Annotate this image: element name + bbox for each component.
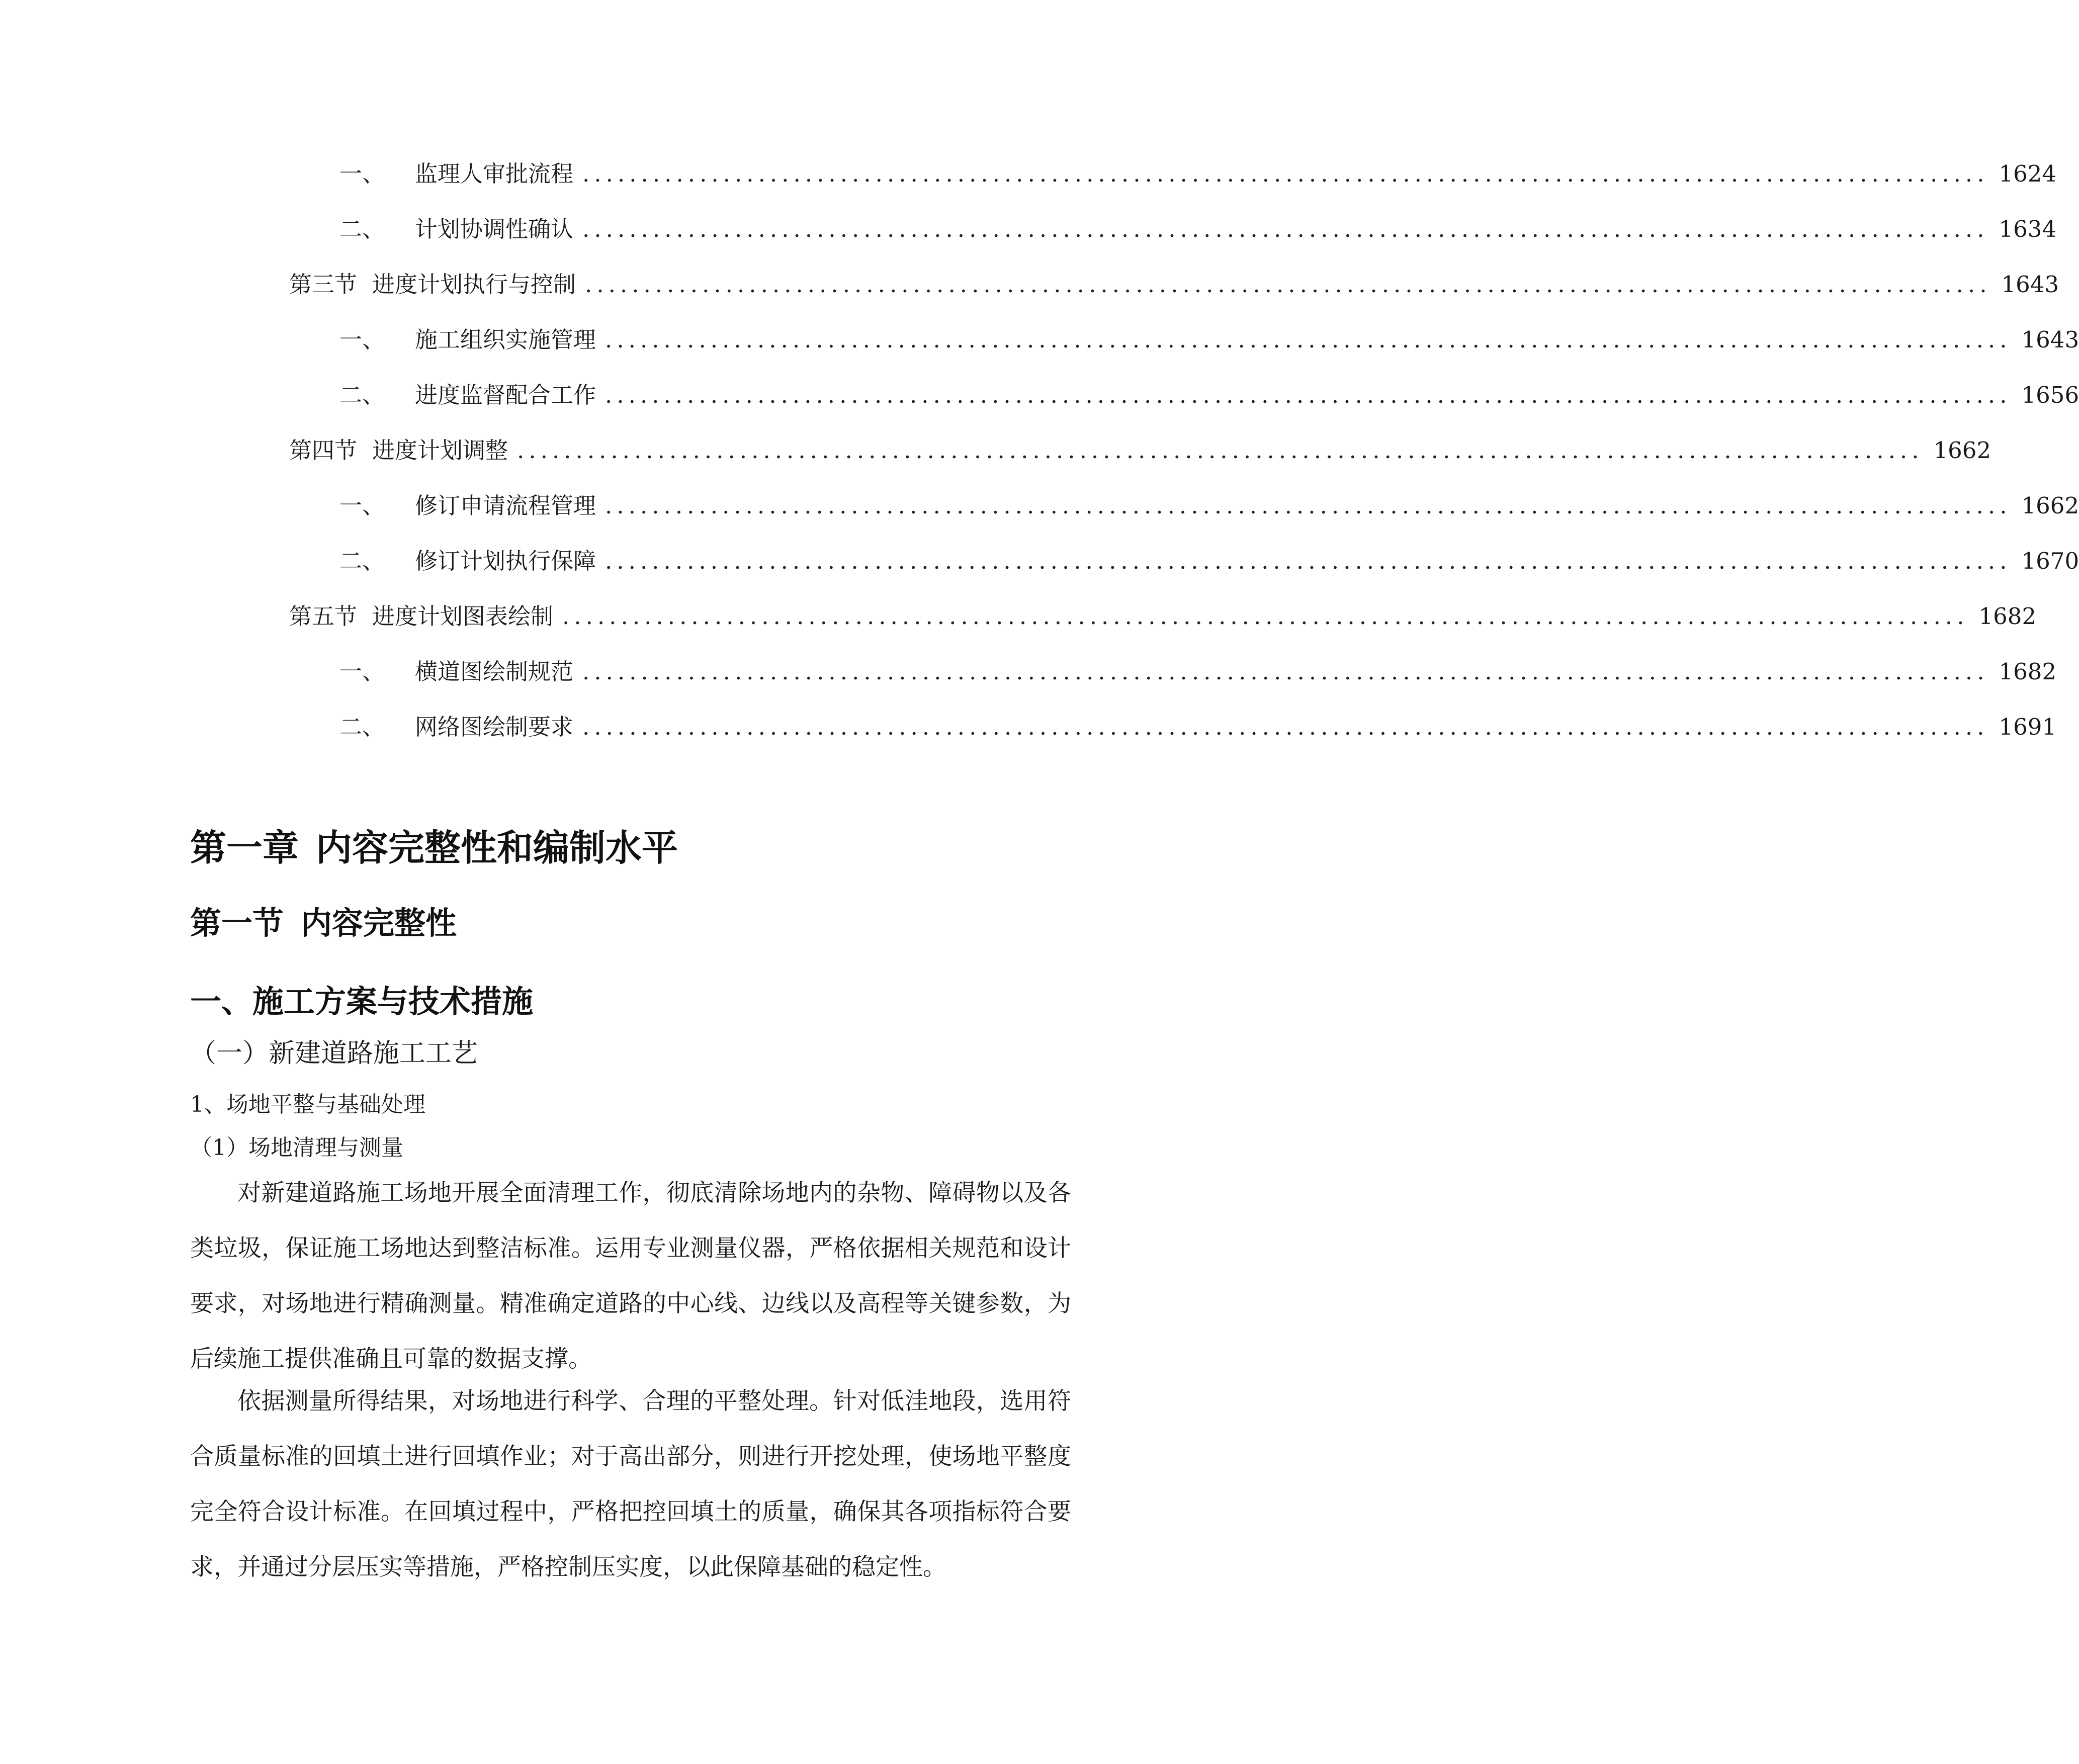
toc-entry-label	[289, 436, 508, 464]
toc-entry-title: 监理人审批流程	[415, 160, 574, 187]
toc-entry-title: 修订计划执行保障	[415, 547, 596, 574]
toc-entry-page: 1691	[1999, 713, 2057, 740]
toc-entry-title: 横道图绘制规范	[415, 658, 574, 685]
toc-leader-dots: ........................................................................................................................	[582, 160, 1989, 187]
toc-entry-label	[339, 547, 596, 574]
toc-entry[interactable]	[289, 699, 2057, 754]
toc-entry-number: 第四节	[289, 436, 358, 464]
toc-entry-title: 计划协调性确认	[415, 215, 574, 242]
toc-entry-page: 1662	[2021, 492, 2079, 519]
toc-leader-dots: ........................................................................................................................	[562, 602, 1969, 630]
toc-entry[interactable]	[289, 367, 2079, 422]
toc-entry-title: 网络图绘制要求	[415, 713, 574, 740]
section-number: 第一节	[190, 905, 284, 941]
toc-leader-dots: ........................................................................................................................	[585, 271, 1991, 298]
toc-entry[interactable]	[289, 146, 2057, 201]
toc-leader-dots: ........................................................................................................................	[582, 658, 1989, 685]
toc-entry-label	[339, 713, 574, 740]
toc-entry-number: 二、	[339, 547, 385, 574]
section-title: 内容完整性	[301, 905, 457, 941]
toc-entry[interactable]	[289, 644, 2057, 699]
toc-entry-page: 1643	[2021, 326, 2079, 353]
toc-entry-label	[339, 328, 596, 351]
toc-entry-number: 第三节	[289, 271, 358, 298]
toc-entry[interactable]	[289, 422, 1991, 478]
body-paragraph: 对新建道路施工场地开展全面清理工作，彻底清除场地内的杂物、障碍物以及各类垃圾，保证施工场地达到整洁标准。运用专业测量仪器，严格依据相关规范和设计要求，对场地进行精确测量。精准确定道路的中心线、边线以及高程等关键参数，为后续施工提供准确且可靠的数据支撑。	[190, 1179, 1071, 1373]
toc-entry-title: 进度监督配合工作	[415, 381, 596, 408]
toc-entry-page: 1682	[1978, 602, 2037, 630]
toc-entry-title: 施工组织实施管理	[415, 326, 596, 353]
toc-entry-number: 一、	[339, 160, 385, 187]
toc-entry-number: 第五节	[289, 602, 358, 630]
toc-entry-title: 进度计划图表绘制	[372, 602, 554, 630]
body-paragraph: 依据测量所得结果，对场地进行科学、合理的平整处理。针对低洼地段，选用符合质量标准的回填土进行回填作业；对于高出部分，则进行开挖处理，使场地平整度完全符合设计标准。在回填过程中，严格把控回填土的质量，确保其各项指标符合要求，并通过分层压实等措施，严格控制压实度，以此保障基础的稳定性。	[190, 1387, 1071, 1581]
chapter-title: 内容完整性和编制水平	[316, 827, 678, 869]
toc-entry[interactable]	[289, 312, 2079, 367]
toc-entry[interactable]	[289, 201, 2057, 256]
item-heading: 1、场地平整与基础处理	[190, 1092, 425, 1117]
toc-entry[interactable]	[289, 533, 2079, 588]
subsection-heading: 一、施工方案与技术措施	[190, 983, 534, 1020]
toc-entry-number: 一、	[339, 326, 385, 353]
toc-entry-page: 1656	[2021, 381, 2079, 408]
section-heading	[190, 898, 457, 943]
toc-entry-label	[339, 381, 596, 408]
subsubsection-heading: （一）新建道路施工工艺	[190, 1038, 478, 1069]
toc-entry[interactable]	[289, 256, 2059, 312]
toc-leader-dots: ........................................................................................................................	[517, 436, 1924, 464]
toc-entry-number: 二、	[339, 215, 385, 242]
toc-entry-page: 1634	[1999, 215, 2057, 242]
toc-entry-label	[289, 273, 576, 296]
subitem-heading: （1）场地清理与测量	[190, 1135, 403, 1161]
toc-entry-number: 二、	[339, 381, 385, 408]
toc-entry-page: 1682	[1999, 658, 2057, 685]
toc-entry-label	[339, 162, 573, 185]
toc-entry-label	[339, 660, 573, 683]
toc-leader-dots: ........................................................................................................................	[582, 713, 1989, 740]
toc-entry-label	[339, 494, 596, 517]
toc-entry-page: 1643	[2001, 271, 2059, 298]
toc-entry-title: 进度计划执行与控制	[372, 271, 576, 298]
toc-entry-page: 1662	[1933, 436, 1991, 464]
toc-entry-label	[339, 215, 574, 242]
toc-entry-page: 1624	[1999, 160, 2057, 187]
toc-entry-number: 一、	[339, 492, 385, 519]
toc-leader-dots: ........................................................................................................................	[605, 326, 2012, 353]
toc-entry[interactable]	[289, 588, 2037, 644]
toc-entry-title: 进度计划调整	[372, 436, 508, 464]
toc-entry-label	[289, 602, 554, 630]
toc-entry-number: 一、	[339, 658, 385, 685]
chapter-number: 第一章	[190, 827, 299, 869]
toc-leader-dots: ........................................................................................................................	[582, 215, 1989, 242]
toc-leader-dots: ........................................................................................................................	[605, 381, 2012, 408]
toc-entry[interactable]	[289, 478, 2079, 533]
table-of-contents	[289, 146, 2079, 754]
toc-leader-dots: ........................................................................................................................	[605, 492, 2012, 519]
toc-entry-page: 1670	[2021, 547, 2079, 574]
chapter-heading	[190, 819, 678, 871]
toc-entry-title: 修订申请流程管理	[415, 492, 596, 519]
toc-leader-dots: ........................................................................................................................	[605, 547, 2012, 574]
toc-entry-number: 二、	[339, 713, 385, 740]
